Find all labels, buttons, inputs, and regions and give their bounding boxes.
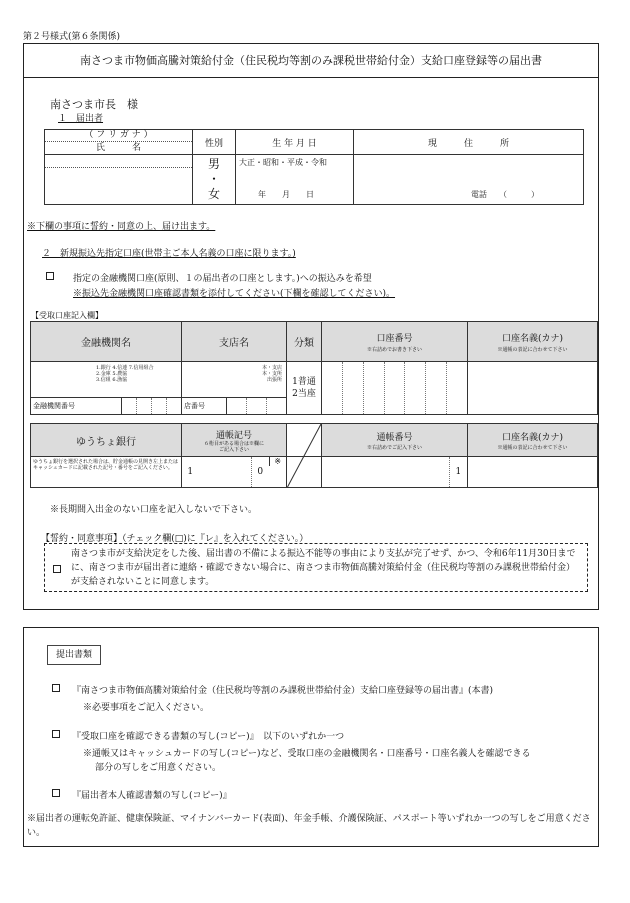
yucho-symbol-note1: ６桁目がある場合は※欄に xyxy=(203,440,264,447)
branch-types-2: 本・支所 xyxy=(261,371,282,377)
name-header xyxy=(45,130,193,155)
documents-heading: 提出書類 xyxy=(55,650,92,660)
holder-input[interactable] xyxy=(468,362,598,415)
doc2-note2: 部分の写しをご用意ください。 xyxy=(95,763,222,773)
sex-separator: ・ xyxy=(207,172,220,186)
section1-heading: １ 届出者 xyxy=(58,114,104,124)
doc3-text: 『届出者本人確認書類の写し(コピー)』 xyxy=(72,791,232,801)
documents-footer-note: ※届出者の運転免許証、健康保険証、マイナンバーカード(表面)、年金手帳、介護保険証、パスポート等いずれか一つの写しをご用意ください。 xyxy=(27,814,591,838)
sex-options[interactable] xyxy=(193,155,236,205)
yucho-name-header: ゆうちょ銀行 xyxy=(31,424,182,457)
holder-label: 口座名義(カナ) xyxy=(501,333,564,344)
yucho-symbol-note2: ご記入下さい xyxy=(218,446,249,453)
pledge-notice: ※下欄の事項に誓約・同意の上、届け出ます。 xyxy=(27,222,216,232)
doc3-checkbox[interactable] xyxy=(52,788,60,798)
doc1-note: ※必要事項をご記入ください。 xyxy=(83,703,210,713)
type-header: 分類 xyxy=(287,322,322,362)
bank-types-3: 3.信組 6.漁協 xyxy=(96,377,128,383)
yucho-number-header xyxy=(322,424,468,457)
account-number-cells[interactable] xyxy=(322,362,468,415)
bank-code-cells[interactable] xyxy=(121,398,181,414)
branch-input[interactable] xyxy=(182,362,287,415)
holder-note: ※通帳の表記に合わせて下さい xyxy=(497,346,568,353)
holder-header xyxy=(468,322,598,362)
yucho-number-last: 1 xyxy=(449,457,467,487)
name-label: 氏 名 xyxy=(95,143,141,153)
address-header: 現 住 所 xyxy=(354,130,584,155)
account-number-note: ※右詰めでお書き下さい xyxy=(366,346,422,353)
type-option-ordinary[interactable]: 1普通 xyxy=(292,377,316,387)
long-term-notice: ※長期間入出金のない口座を記入しないで下さい。 xyxy=(50,505,258,515)
sex-female[interactable]: 女 xyxy=(207,187,220,201)
section2-heading: ２ 新規振込先指定口座(世帯主ご本人名義の口座に限ります。) xyxy=(42,249,296,259)
doc1-checkbox[interactable] xyxy=(52,683,60,693)
pledge-checkbox[interactable] xyxy=(53,564,61,574)
pledge-box xyxy=(44,543,588,592)
bank-types-2: 2.金庫 5.農協 xyxy=(96,371,128,377)
account-type-options[interactable] xyxy=(287,362,322,415)
account-option-note: ※振込先金融機関口座確認書類を添付してください(下欄を確認してください)。 xyxy=(73,289,396,299)
branch-types-1: 本・支店 xyxy=(261,365,282,371)
bank-name-header: 金融機関名 xyxy=(31,322,182,362)
doc2-checkbox[interactable] xyxy=(52,729,60,739)
yucho-holder-input[interactable] xyxy=(468,457,598,488)
pledge-text: 南さつま市が支給決定をした後、届出書の不備による振込不能等の事由により支払が完了せず、かつ、令和6年11月30日までに、南さつま市が届出者に連絡・確認できない場合に、南さつま市物価高騰対策給付金（住民税均等割のみ課税世帯給付金）が支給されないことに同意します。 xyxy=(71,549,576,587)
account-option-checkbox[interactable] xyxy=(46,271,54,281)
yucho-table xyxy=(30,423,598,488)
receiving-heading: 【受取口座記入欄】 xyxy=(31,311,103,320)
yucho-blank-cell xyxy=(287,424,322,457)
addressee: 南さつま市長 様 xyxy=(50,98,138,111)
bank-name-input[interactable] xyxy=(31,362,182,415)
era-options[interactable]: 大正・昭和・平成・令和 xyxy=(239,158,327,167)
yucho-holder-note: ※通帳の表記に合わせて下さい xyxy=(497,444,568,451)
dob-header: 生 年 月 日 xyxy=(236,130,354,155)
yucho-symbol-header xyxy=(182,424,287,457)
yucho-number-label: 通帳番号 xyxy=(376,432,413,443)
bank-account-table xyxy=(30,321,598,415)
yucho-number-note: ※右詰めでご記入下さい xyxy=(366,444,422,451)
type-option-current[interactable]: 2当座 xyxy=(292,389,316,399)
branch-code-label: 店番号 xyxy=(184,402,205,410)
doc1-text: 『南さつま市物価高騰対策給付金（住民税均等割のみ課税世帯給付金）支給口座登録等の届出書』(本書) xyxy=(72,686,494,696)
branch-header: 支店名 xyxy=(182,322,287,362)
yucho-holder-header xyxy=(468,424,598,457)
yucho-symbol-cells[interactable] xyxy=(182,457,287,488)
yucho-symbol-first: 1 xyxy=(187,467,194,477)
yucho-symbol-mark: ※ xyxy=(269,457,287,466)
form-title: 南さつま市物価高騰対策給付金（住民税均等割のみ課税世帯給付金）支給口座登録等の届出書 xyxy=(24,44,598,78)
account-number-header xyxy=(322,322,468,362)
pledge-heading: 【誓約・同意事項】（チェック欄(□)に『レ』を入れてください。） xyxy=(41,534,309,544)
dob-input[interactable] xyxy=(236,155,354,205)
sex-header: 性別 xyxy=(193,130,236,155)
branch-code-cells[interactable] xyxy=(226,398,286,414)
doc2-note1: ※通帳又はキャッシュカードの写し(コピー)など、受取口座の金融機関名・口座番号・口座名義人を確認できる xyxy=(83,749,531,759)
yucho-left-note: ゆうちょ銀行を選択された場合は、貯金通帳の見開き左上またはキャッシュカードに記載された記号・番号をご記入ください。 xyxy=(31,457,182,488)
account-option-text: 指定の金融機関口座(原則、１の届出者の口座とします。)への振込みを希望 xyxy=(73,274,372,284)
applicant-table xyxy=(44,129,584,205)
furigana-label: （ フ リ ガ ナ ） xyxy=(45,130,192,142)
documents-heading-box xyxy=(47,645,101,665)
yucho-holder-label: 口座名義(カナ) xyxy=(501,432,564,443)
bank-types-1: 1.銀行 4.信連 7.信用組合 xyxy=(96,365,154,371)
name-input[interactable] xyxy=(45,155,193,205)
bank-code-label: 金融機関番号 xyxy=(33,402,75,410)
account-number-label: 口座番号 xyxy=(376,333,413,344)
form-number: 第２号様式(第６条関係) xyxy=(23,32,121,42)
sex-male[interactable]: 男 xyxy=(207,157,220,171)
yucho-symbol-last: 0 xyxy=(251,457,269,487)
branch-types-3: 出張所 xyxy=(266,377,282,383)
phone-label: 電話 （ ） xyxy=(471,190,539,199)
yucho-number-cells[interactable] xyxy=(322,457,468,488)
address-input[interactable] xyxy=(354,155,584,205)
dob-date: 年 月 日 xyxy=(258,190,314,199)
doc2-text: 『受取口座を確認できる書類の写し(コピー)』 以下のいずれか一つ xyxy=(72,732,345,742)
yucho-symbol-label: 通帳記号 xyxy=(215,430,252,441)
